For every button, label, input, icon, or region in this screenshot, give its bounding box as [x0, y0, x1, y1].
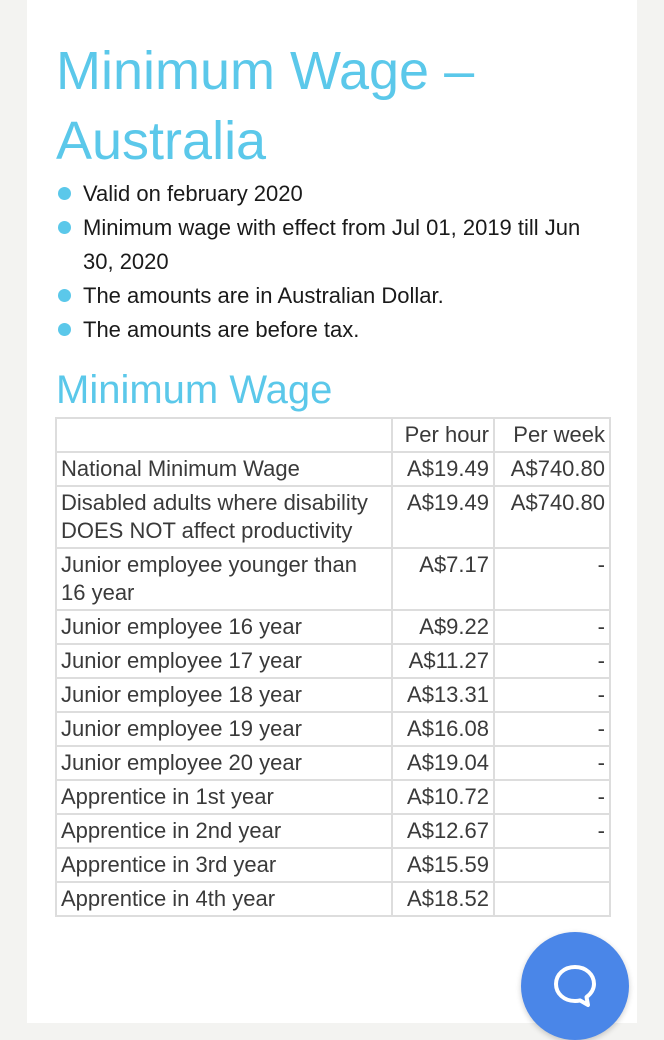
row-per-week: -	[494, 678, 610, 712]
row-label: Apprentice in 4th year	[56, 882, 392, 916]
row-per-week: -	[494, 814, 610, 848]
row-label: Apprentice in 3rd year	[56, 848, 392, 882]
row-per-hour: A$9.22	[392, 610, 494, 644]
chat-button[interactable]	[521, 932, 629, 1040]
chat-bubble-icon	[551, 962, 599, 1010]
table-row	[56, 712, 610, 746]
row-label: Apprentice in 1st year	[56, 780, 392, 814]
row-per-hour: A$15.59	[392, 848, 494, 882]
table-row	[56, 678, 610, 712]
row-per-week: A$740.80	[494, 486, 610, 548]
table-row	[56, 548, 610, 610]
row-per-week: -	[494, 712, 610, 746]
info-list	[56, 177, 616, 347]
row-label: Junior employee 17 year	[56, 644, 392, 678]
row-label: Junior employee 20 year	[56, 746, 392, 780]
bullet-dot-icon	[58, 187, 71, 200]
row-per-hour: A$13.31	[392, 678, 494, 712]
row-per-week: A$740.80	[494, 452, 610, 486]
row-per-hour: A$16.08	[392, 712, 494, 746]
minimum-wage-table	[55, 417, 611, 917]
row-per-hour: A$19.49	[392, 452, 494, 486]
row-per-week	[494, 848, 610, 882]
list-item	[56, 279, 616, 313]
list-item	[56, 211, 616, 279]
table-row	[56, 814, 610, 848]
table-row	[56, 644, 610, 678]
row-per-week: -	[494, 644, 610, 678]
row-per-hour: A$12.67	[392, 814, 494, 848]
row-per-week: -	[494, 780, 610, 814]
bullet-dot-icon	[58, 289, 71, 302]
row-per-hour: A$7.17	[392, 548, 494, 610]
list-item	[56, 177, 616, 211]
row-per-week: -	[494, 746, 610, 780]
row-per-week: -	[494, 610, 610, 644]
row-per-week	[494, 882, 610, 916]
section-heading: Minimum Wage	[56, 368, 333, 412]
table-row	[56, 610, 610, 644]
row-label: Disabled adults where disability DOES NOT affect productivity	[56, 486, 392, 548]
bullet-text: The amounts are in Australian Dollar.	[83, 283, 444, 308]
header-per-week: Per week	[494, 418, 610, 452]
row-label: Junior employee younger than 16 year	[56, 548, 392, 610]
bullet-text: Minimum wage with effect from Jul 01, 2019 till Jun 30, 2020	[83, 215, 581, 274]
table-row	[56, 848, 610, 882]
row-per-hour: A$19.04	[392, 746, 494, 780]
bullet-text: Valid on february 2020	[83, 181, 303, 206]
list-item	[56, 313, 616, 347]
row-per-hour: A$11.27	[392, 644, 494, 678]
row-per-hour: A$10.72	[392, 780, 494, 814]
table-row	[56, 882, 610, 916]
table-row	[56, 452, 610, 486]
table-header-row	[56, 418, 610, 452]
header-per-hour: Per hour	[392, 418, 494, 452]
row-per-week: -	[494, 548, 610, 610]
bullet-dot-icon	[58, 221, 71, 234]
page-title: Minimum Wage – Australia	[56, 41, 475, 171]
row-label: National Minimum Wage	[56, 452, 392, 486]
table-row	[56, 486, 610, 548]
table-row	[56, 746, 610, 780]
row-per-hour: A$18.52	[392, 882, 494, 916]
row-label: Junior employee 18 year	[56, 678, 392, 712]
bullet-dot-icon	[58, 323, 71, 336]
header-label	[56, 418, 392, 452]
bullet-text: The amounts are before tax.	[83, 317, 360, 342]
row-label: Junior employee 19 year	[56, 712, 392, 746]
row-label: Apprentice in 2nd year	[56, 814, 392, 848]
row-per-hour: A$19.49	[392, 486, 494, 548]
row-label: Junior employee 16 year	[56, 610, 392, 644]
table-row	[56, 780, 610, 814]
